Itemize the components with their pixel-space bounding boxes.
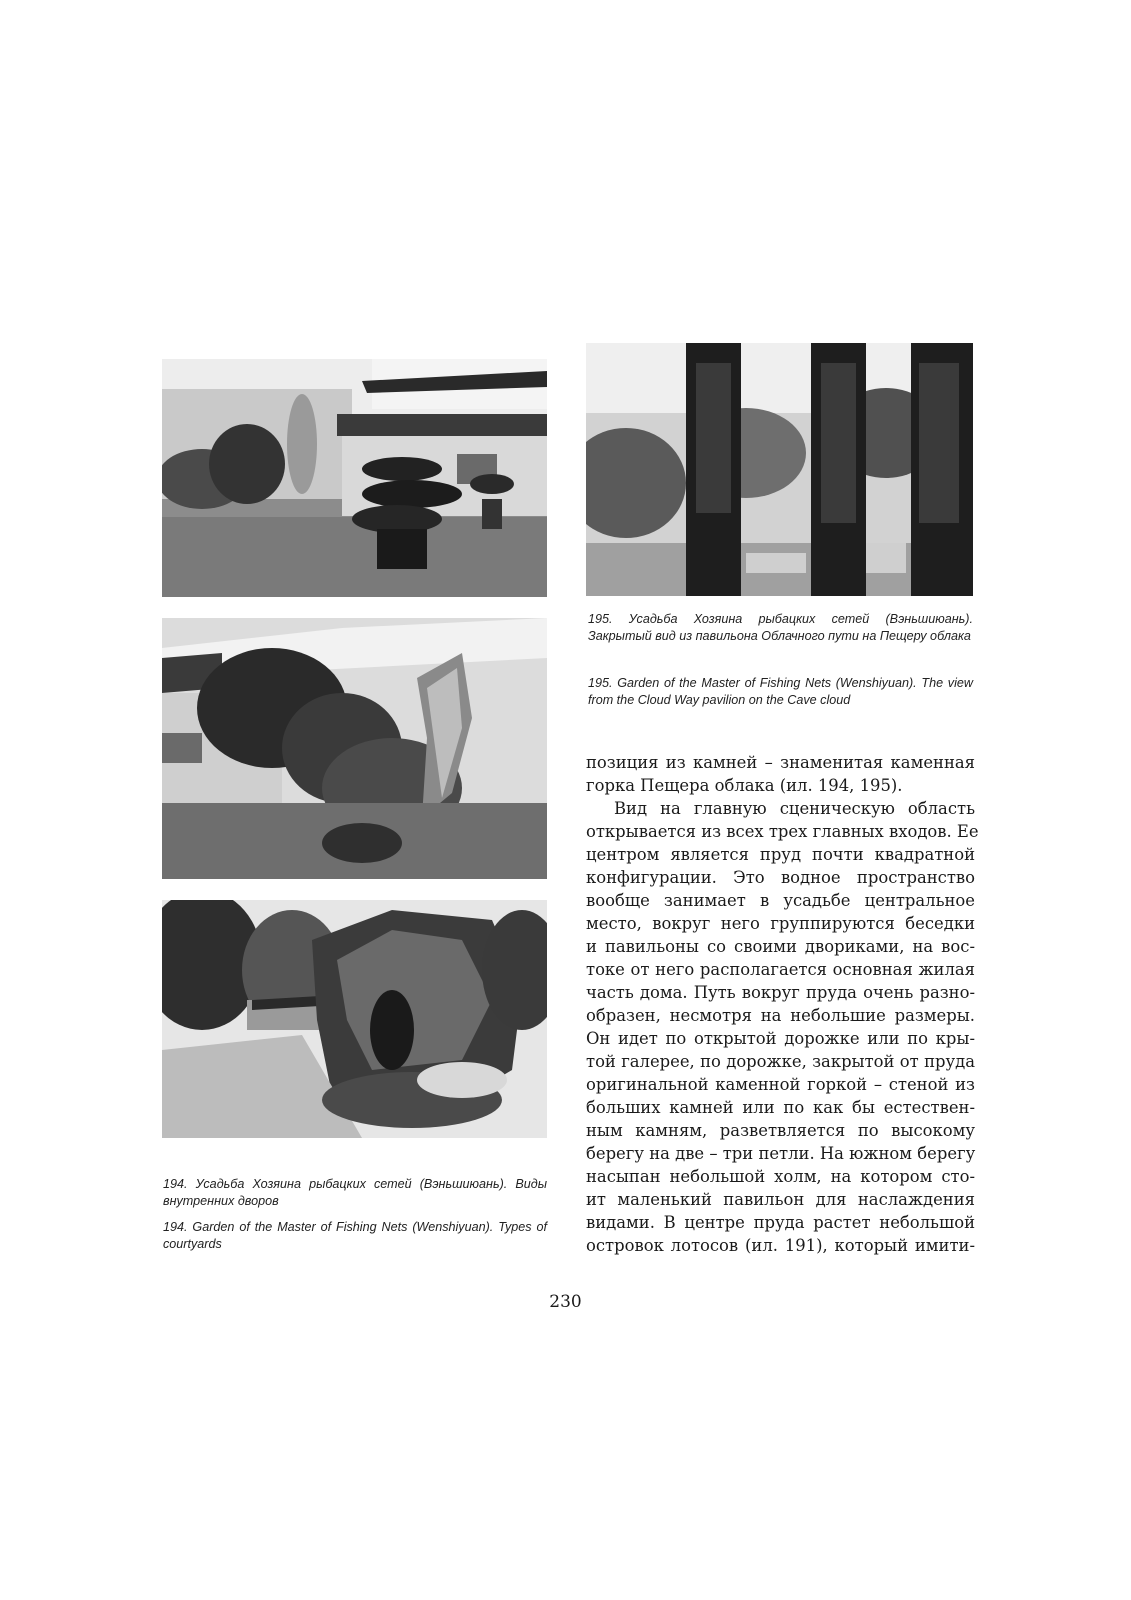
body-line: берегу на две – три петли. На южном берегу: [586, 1144, 976, 1163]
body-line: той галерее, по дорожке, закрытой от пруда: [586, 1052, 975, 1071]
body-line: горка Пещера облака (ил. 194, 195).: [586, 776, 903, 795]
caption-194-english: 194. Garden of the Master of Fishing Nets (Wenshiyuan). Types of courtyards: [163, 1220, 547, 1251]
body-line: открывается из всех трех главных входов. Ее: [586, 822, 979, 841]
caption-195-english: 195. Garden of the Master of Fishing Nets (Wenshiyuan). The view from the Cloud Way pavilion on the Cave cloud: [588, 676, 973, 707]
photo-courtyard-bonsai: [162, 359, 547, 597]
body-line: токе от него располагается основная жилая: [586, 960, 975, 979]
body-line: образен, несмотря на небольшие размеры.: [586, 1006, 975, 1025]
photo-courtyard-cave: [162, 900, 547, 1138]
body-line: островок лотосов (ил. 191), который имити-: [586, 1236, 975, 1255]
body-line: место, вокруг него группируются беседки: [586, 914, 975, 933]
body-text-column: [586, 751, 979, 1257]
body-line: конфигурации. Это водное пространство: [586, 868, 975, 887]
body-line: и павильоны со своими двориками, на вос-: [586, 937, 975, 956]
caption-195-russian: 195. Усадьба Хозяина рыбацких сетей (Вэньшиюань). Закрытый вид из павильона Облачного пути на Пещеру облака: [588, 612, 973, 643]
body-line: больших камней или по как бы естествен-: [586, 1098, 975, 1117]
body-line: ным камням, разветвляется по высокому: [586, 1121, 975, 1140]
body-line: насыпан небольшой холм, на котором сто-: [586, 1167, 975, 1186]
body-line: ит маленький павильон для наслаждения: [586, 1190, 975, 1209]
body-line: вообще занимает в усадьбе центральное: [586, 891, 975, 910]
photo-cloud-way-pavilion-view: [586, 343, 973, 596]
body-line: позиция из камней – знаменитая каменная: [586, 753, 975, 772]
body-line: Вид на главную сценическую область: [614, 799, 975, 818]
page-number: 230: [549, 1292, 582, 1312]
body-line: оригинальной каменной горкой – стеной из: [586, 1075, 975, 1094]
body-line: часть дома. Путь вокруг пруда очень разно-: [586, 983, 975, 1002]
photo-courtyard-rock: [162, 618, 547, 879]
body-line: Он идет по открытой дорожке или по кры-: [586, 1029, 975, 1048]
body-line: центром является пруд почти квадратной: [586, 845, 975, 864]
body-line: видами. В центре пруда растет небольшой: [586, 1213, 975, 1232]
caption-194-russian: 194. Усадьба Хозяина рыбацких сетей (Вэньшиюань). Виды внутренних дворов: [163, 1177, 547, 1208]
